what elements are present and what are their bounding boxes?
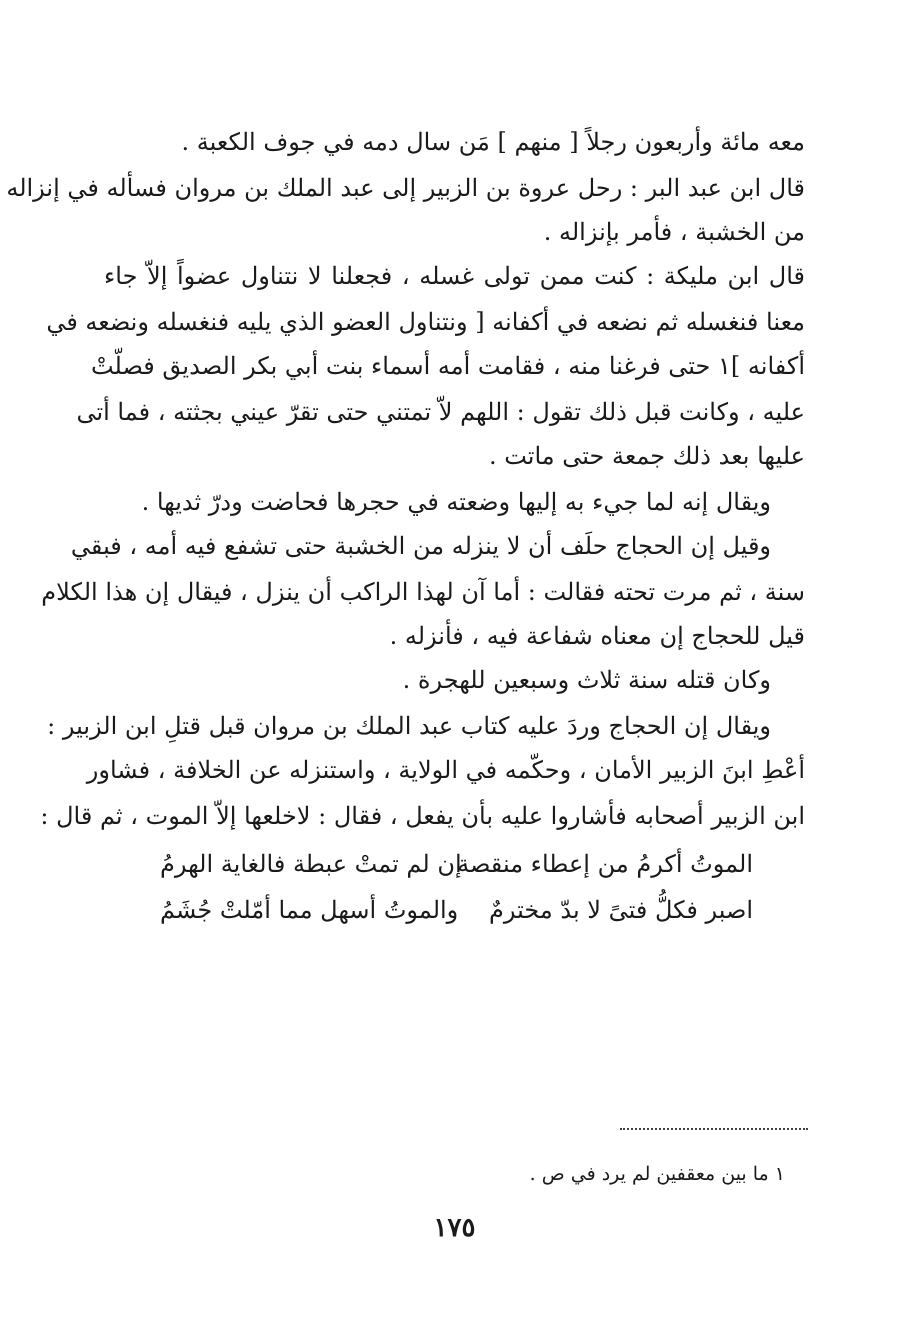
verse-2-second-hemistich: والموتُ أسهل مما أمّلتْ جُشَمُ: [160, 896, 459, 924]
text-line: ويقال إن الحجاج وردَ عليه كتاب عبد الملك بن مروان قبل قتلِ ابن الزبير :: [47, 712, 771, 740]
text-line: معه مائة وأربعون رجلاً [ منهم ] مَن سال دمه في جوف الكعبة .: [181, 128, 805, 156]
verse-2-first-hemistich: اصبر فكلُّ فتىً لا بدّ مخترمٌ: [489, 896, 753, 924]
text-line: وكان قتله سنة ثلاث وسبعين للهجرة .: [402, 666, 771, 694]
text-line: قيل للحجاج إن معناه شفاعة فيه ، فأنزله .: [389, 622, 805, 650]
verse-1-second-hemistich: إن لم تمتْ عبطة فالغاية الهرمُ: [160, 850, 462, 878]
text-line: عليه ، وكانت قبل ذلك تقول : اللهم لاّ تمتني حتى تقرّ عيني بجثته ، فما أتى: [76, 398, 805, 426]
text-line: معنا فنغسله ثم نضعه في أكفانه [ ونتناول العضو الذي يليه فنغسله ونضعه في: [46, 308, 805, 336]
verse-1-first-hemistich: الموتُ أكرمُ من إعطاء منقصة: [457, 850, 753, 878]
text-line: ويقال إنه لما جيء به إليها وضعته في حجرها فحاضت ودرّ ثديها .: [141, 488, 771, 516]
text-line: قال ابن عبد البر : رحل عروة بن الزبير إلى عبد الملك بن مروان فسأله في إنزاله: [6, 174, 805, 202]
text-line: أكفانه ]١ حتى فرغنا منه ، فقامت أمه أسماء بنت أبي بكر الصديق فصلّتْ: [90, 352, 805, 380]
text-line: قال ابن مليكة : كنت ممن تولى غسله ، فجعلنا لا نتناول عضواً إلاّ جاء: [104, 262, 805, 290]
page-number: ١٧٥: [433, 1213, 476, 1243]
footnote: ١ ما بين معقفين لم يرد في ص .: [529, 1163, 785, 1185]
footnote-separator: [620, 1128, 808, 1130]
text-line: أعْطِ ابنَ الزبير الأمان ، وحكّمه في الولاية ، واستنزله عن الخلافة ، فشاور: [86, 756, 805, 784]
text-line: من الخشبة ، فأمر بإنزاله .: [543, 218, 805, 246]
text-line: ابن الزبير أصحابه فأشاروا عليه بأن يفعل ، فقال : لاخلعها إلاّ الموت ، ثم قال :: [40, 802, 805, 830]
text-line: سنة ، ثم مرت تحته فقالت : أما آن لهذا الراكب أن ينزل ، فيقال إن هذا الكلام: [41, 578, 805, 606]
text-line: وقيل إن الحجاج حلَف أن لا ينزله من الخشبة حتى تشفع فيه أمه ، فبقي: [70, 532, 771, 560]
text-line: عليها بعد ذلك جمعة حتى ماتت .: [488, 442, 805, 470]
